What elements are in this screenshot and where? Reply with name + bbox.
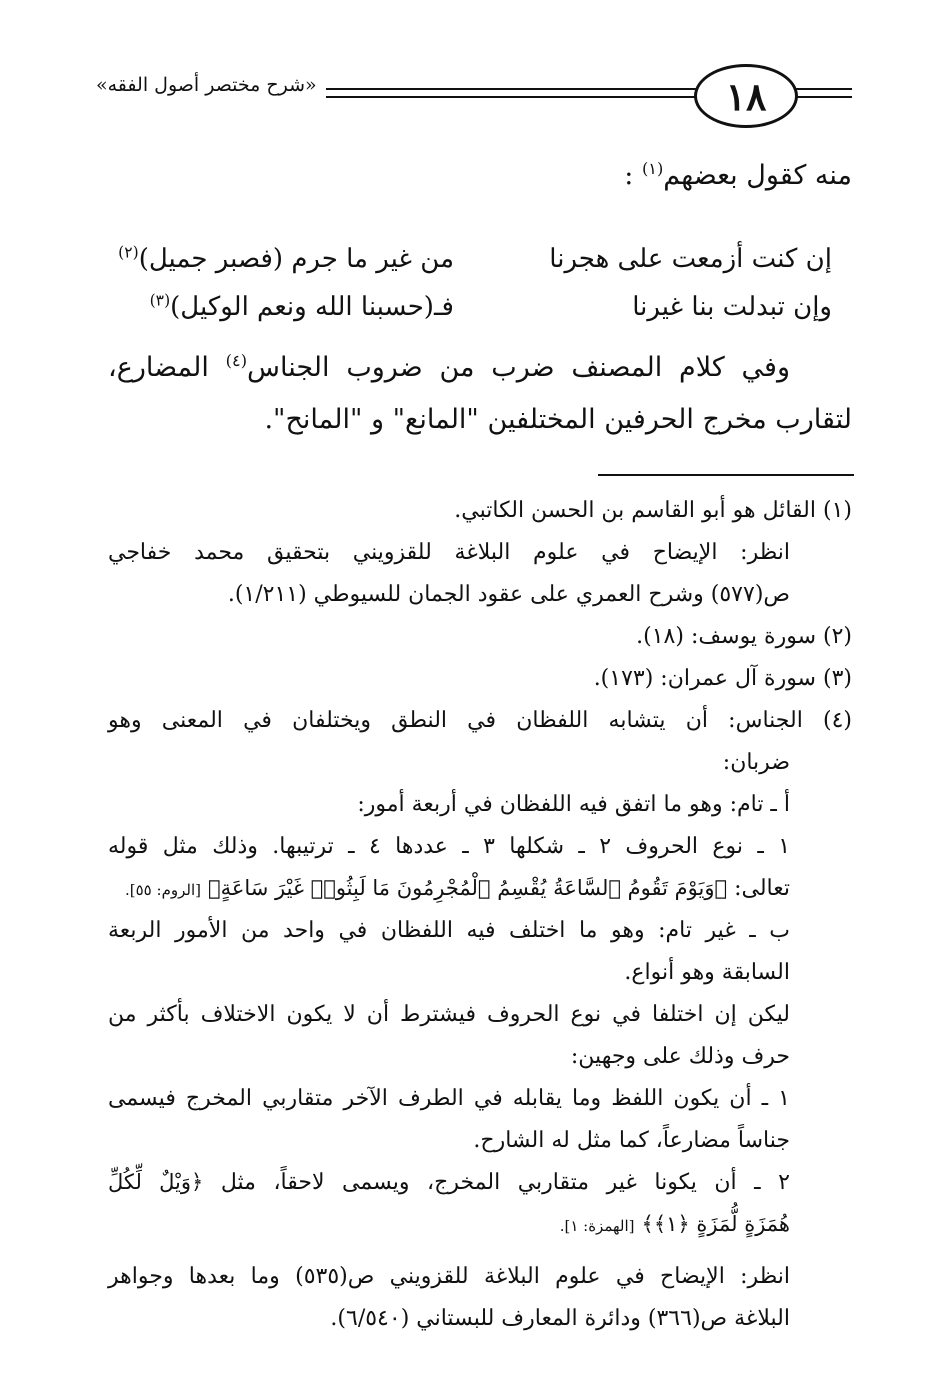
footnote-4-line-11: جناساً مضارعاً، كما مثل له الشارح.: [473, 1128, 790, 1153]
para-l2: لتقارب مخرج الحرفين المختلفين "المانع" و "المانح".: [264, 404, 852, 435]
verse-1-note-ref: (٢): [118, 243, 139, 262]
quran-ref-humaza-1: [الهمزة: ١].: [559, 1217, 635, 1235]
footnote-4-line-12-text: ٢ ـ أن يكونا غير متقاربي المخرج، ويسمى لاحقاً، مثل: [220, 1170, 790, 1195]
footnote-1-line-2: انظر: الإيضاح في علوم البلاغة للقزويني بتحقيق محمد خفاجي: [108, 540, 790, 565]
verse-1-first-hemistich: [549, 244, 832, 274]
verse-2-second-hemistich: [150, 292, 454, 322]
paragraph-line-1: [108, 352, 790, 383]
footnote-4-line-1: (٤) الجناس: أن يتشابه اللفظان في النطق ويختلفان في المعنى وهو: [108, 708, 852, 733]
footnote-3: (٣) سورة آل عمران: (١٧٣).: [593, 666, 852, 691]
quran-verse-humaza-1-end: هُمَزَةٍ لُّمَزَةٍ ﴿١﴾﴾: [641, 1212, 790, 1236]
verse-2-a: وإن تبدلت بنا غيرنا: [632, 292, 832, 322]
header-rule-right-top: [788, 88, 852, 90]
intro-line: [624, 160, 852, 191]
page-number: ١٨: [694, 64, 798, 128]
footnote-4-line-6: ب ـ غير تام: وهو ما اختلف فيه اللفظان في واحد من الأمور الربعة: [108, 918, 790, 943]
header-rule-left-top: [326, 88, 696, 90]
verse-1-a: إن كنت أزمعت على هجرنا: [549, 244, 832, 274]
paragraph-line-2: [264, 404, 852, 435]
footnote-separator: [598, 474, 854, 476]
intro-note-ref: (١): [641, 159, 664, 178]
verse-2-first-hemistich: [632, 292, 832, 322]
para-note-ref: (٤): [225, 351, 248, 370]
footnote-4-line-4: ١ ـ نوع الحروف ٢ ـ شكلها ٣ ـ عددها ٤ ـ ترتيبها. وذلك مثل قوله: [108, 834, 791, 859]
quran-verse-rum-55: ﴿وَيَوْمَ تَقُومُ ٱلسَّاعَةُ يُقْسِمُ ٱلْمُجْرِمُونَ مَا لَبِثُوا۟ غَيْرَ سَاعَةٍ﴾: [207, 876, 728, 900]
footnote-1-line-3: ص(٥٧٧) وشرح العمري على عقود الجمان للسيوطي (١/٢١١).: [227, 582, 790, 607]
header-rule-left-bottom: [326, 96, 696, 98]
footnote-4-line-5-intro: تعالى:: [734, 876, 790, 901]
footnote-4-line-10: ١ ـ أن يكون اللفظ وما يقابله في الطرف الآخر متقاربي المخرج فيسمى: [108, 1086, 790, 1111]
footnote-4-line-3: أ ـ تام: وهو ما اتفق فيه اللفظان في أربعة أمور:: [357, 792, 790, 817]
footnote-4-line-8: ليكن إن اختلفا في نوع الحروف فيشترط أن لا يكون الاختلاف بأكثر من: [108, 1002, 790, 1027]
book-title: «شرح مختصر أصول الفقه»: [96, 74, 317, 96]
intro-colon: :: [624, 160, 634, 191]
footnote-4-line-2: ضربان:: [722, 750, 790, 775]
footnote-2: (٢) سورة يوسف: (١٨).: [636, 624, 852, 649]
footnote-4-line-9: حرف وذلك على وجهين:: [570, 1044, 790, 1069]
intro-text: منه كقول بعضهم: [663, 160, 852, 191]
footnote-4-line-14: انظر: الإيضاح في علوم البلاغة للقزويني ص(٥٣٥) وما بعدها وجواهر: [108, 1264, 790, 1289]
footnote-4-line-15: البلاغة ص(٣٦٦) ودائرة المعارف للبستاني (٦/٥٤٠).: [330, 1306, 790, 1331]
quran-verse-humaza-1-start: ﴿وَيْلٌ لِّكُلِّ: [108, 1170, 204, 1194]
para-l1-b: المضارع،: [108, 352, 209, 383]
footnote-4-line-12: [108, 1170, 790, 1195]
verse-2-note-ref: (٣): [149, 291, 171, 310]
footnote-1-line-1: (١) القائل هو أبو القاسم بن الحسن الكاتبي.: [454, 498, 852, 523]
verse-1-b: من غير ما جرم (فصبر جميل): [138, 244, 454, 274]
para-l1-a: وفي كلام المصنف ضرب من ضروب الجناس: [247, 352, 790, 383]
verse-2-b: فـ(حسبنا الله ونعم الوكيل): [170, 292, 454, 322]
verse-1-second-hemistich: [118, 244, 454, 274]
footnote-4-line-13: [560, 1212, 790, 1237]
footnote-4-line-5: [125, 876, 790, 901]
footnote-4-line-7: السابقة وهو أنواع.: [624, 960, 790, 985]
quran-ref-rum-55: [الروم: ٥٥].: [125, 881, 201, 899]
